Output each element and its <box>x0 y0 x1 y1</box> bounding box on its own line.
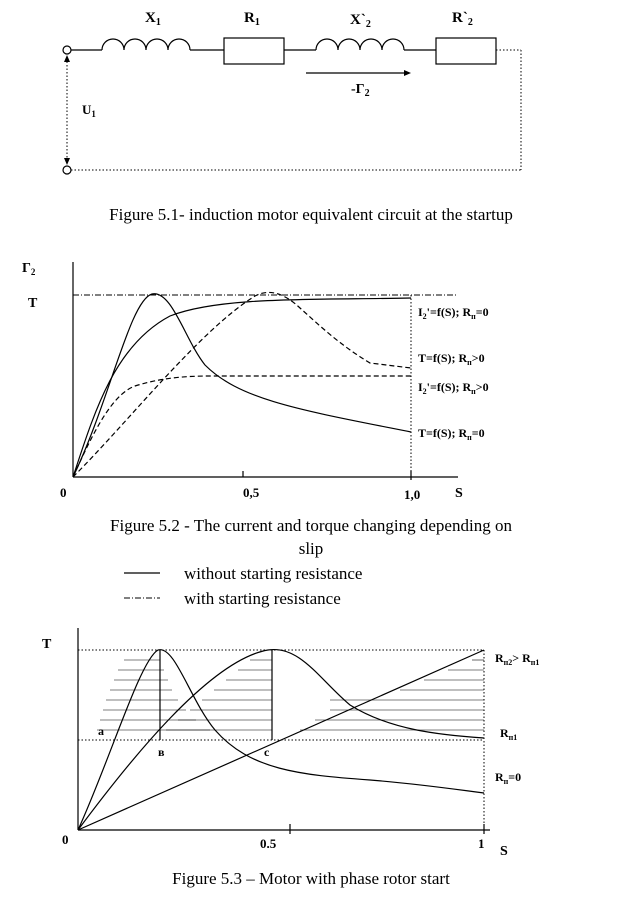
caption-figure-5-1: Figure 5.1- induction motor equivalent circuit at the startup <box>109 205 513 224</box>
legend-solid-text: without starting resistance <box>184 564 363 583</box>
tick-1-3: 1 <box>478 836 485 851</box>
label-x2: $X`_2$ <box>350 12 371 30</box>
label-t: T <box>28 296 38 311</box>
label-x-s: S <box>455 486 463 501</box>
label-s-3: S <box>500 844 508 859</box>
caption-figure-5-3: Figure 5.3 – Motor with phase rotor start <box>172 869 450 888</box>
terminal-bottom <box>63 166 71 174</box>
label-y-gamma2: $Г_2$ <box>22 261 36 277</box>
curve-t-rpgt0 <box>73 292 411 477</box>
label-rp2-gt-rp1: $R_{п2}> R_{п1}$ <box>495 651 540 667</box>
point-c: c <box>264 745 270 759</box>
caption-figure-5-2-line2: slip <box>298 539 324 558</box>
tick-0-5: 0,5 <box>243 485 260 500</box>
hatch-region-2 <box>166 660 272 730</box>
label-t-3: T <box>42 637 52 652</box>
point-b: в <box>158 745 165 759</box>
point-a: a <box>98 724 104 738</box>
tick-0-3: 0 <box>62 832 69 847</box>
tick-0: 0 <box>60 485 67 500</box>
label-i2-rpgt0: $I_2'=f(S)$; $R_п>0$ <box>418 380 489 396</box>
resistor-r2 <box>436 38 496 64</box>
figure-5-2 <box>22 261 512 608</box>
label-r1: $R_1$ <box>244 10 260 28</box>
curve-i2-rpgt0 <box>73 376 411 477</box>
tick-1-0: 1,0 <box>404 487 421 502</box>
terminal-top <box>63 46 71 54</box>
curve-t-rp0 <box>73 294 411 477</box>
inductor-x2 <box>316 39 404 50</box>
label-i2: $-Г_2$ <box>351 82 370 99</box>
label-r2: $R`_2$ <box>452 10 473 28</box>
figure-5-1 <box>63 10 521 224</box>
label-u1: $U_1$ <box>82 102 96 119</box>
resistor-r1 <box>224 38 284 64</box>
label-rp1: $R_{п1}$ <box>500 726 518 742</box>
label-x1: $X_1$ <box>145 10 161 28</box>
inductor-x1 <box>102 39 190 50</box>
curve-i2-rp0 <box>73 298 411 477</box>
caption-figure-5-2-line1: Figure 5.2 - The current and torque changing depending on <box>110 516 512 535</box>
label-i2-rp0: $I_2'=f(S)$; $R_п=0$ <box>418 305 489 321</box>
legend-dashdot-text: with starting resistance <box>184 589 341 608</box>
tick-0-5-3: 0.5 <box>260 836 277 851</box>
label-rp0: $R_п=0$ <box>495 770 522 786</box>
label-t-rp0: T=f(S); $R_п=0$ <box>418 426 485 442</box>
label-t-rpgt0: T=f(S); $R_п>0$ <box>418 351 485 367</box>
figure-5-3 <box>42 628 539 888</box>
